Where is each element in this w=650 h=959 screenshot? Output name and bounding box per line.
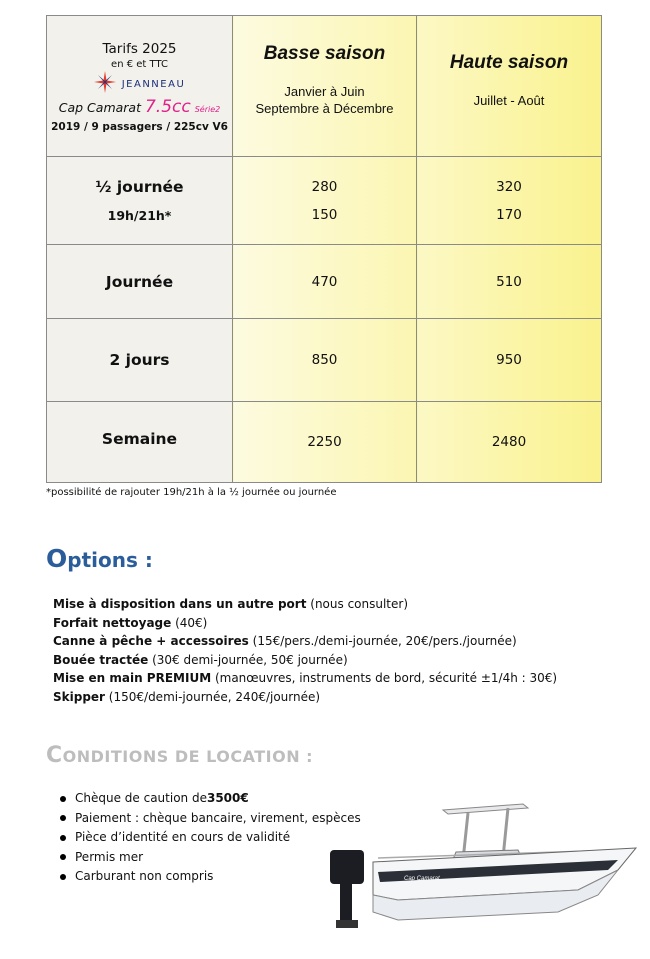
table-row: [47, 319, 602, 402]
model-line: [47, 97, 232, 117]
row-sublabel-soiree: 19h/21h*: [107, 208, 172, 223]
bullet-icon: [60, 874, 66, 880]
option-name: Bouée tractée: [53, 652, 149, 667]
condition-text: Paiement : chèque bancaire, virement, espèces: [75, 810, 361, 825]
boat-specs: 2019 / 9 passagers / 225cv V6: [51, 121, 228, 133]
table-row: [47, 245, 602, 319]
price-cell: 150: [311, 206, 338, 223]
list-item: [53, 669, 557, 688]
model-number: 7.5cc: [144, 97, 191, 117]
basse-saison-period-2: Septembre à Décembre: [255, 101, 394, 116]
option-name: Mise en main PREMIUM: [53, 671, 212, 685]
boat-illustration: [318, 800, 643, 940]
price-cell: 280: [311, 178, 338, 195]
ttc-note: en € et TTC: [111, 59, 168, 70]
basse-saison-period-1: Janvier à Juin: [284, 84, 365, 99]
bullet-icon: [60, 835, 66, 841]
price-cell: 170: [496, 206, 522, 223]
options-title: [46, 544, 153, 573]
list-item: [53, 632, 557, 651]
list-item: [53, 651, 557, 670]
condition-text: Pièce d’identité en cours de validité: [75, 830, 291, 844]
bullet-icon: [60, 815, 66, 821]
row-label-demi-journee: ½ journée: [95, 178, 184, 196]
footnote: *possibilité de rajouter 19h/21h à la ½ journée ou journée: [46, 487, 337, 498]
price-table: [46, 15, 602, 483]
brand-logo-text: JEANNEAU: [121, 78, 186, 90]
jeanneau-star-logo: [94, 71, 116, 97]
price-cell: 2480: [491, 434, 527, 450]
option-detail: (150€/demi-journée, 240€/journée): [104, 689, 321, 704]
list-item: [60, 867, 361, 887]
haute-saison-header: [417, 16, 602, 157]
bullet-icon: [60, 854, 66, 860]
condition-bold: 3500€: [206, 791, 249, 805]
table-row: [47, 157, 602, 245]
conditions-title-rest: ONDITIONS DE LOCATION :: [62, 747, 314, 766]
table-row: [47, 402, 602, 483]
list-item: [60, 828, 361, 848]
option-detail: (manœuvres, instruments de bord, sécurité ±1/4h : 30€): [211, 671, 558, 685]
option-name: Skipper: [53, 689, 105, 704]
list-item: [53, 614, 557, 633]
price-cell: 510: [496, 273, 522, 290]
condition-text: Carburant non compris: [75, 869, 214, 883]
price-cell: 470: [311, 273, 338, 290]
tarifs-title: Tarifs 2025: [102, 41, 177, 57]
list-item: [53, 688, 557, 707]
basse-saison-header: [233, 16, 417, 157]
model-name: Cap Camarat: [58, 100, 141, 115]
list-item: [60, 848, 361, 868]
hull-label: Cap Camarat: [404, 876, 440, 882]
price-cell: 320: [496, 178, 522, 195]
price-cell: 950: [496, 352, 522, 368]
option-detail: (30€ demi-journée, 50€ journée): [148, 652, 348, 667]
header-cell: [47, 16, 233, 157]
option-name: Forfait nettoyage: [53, 615, 172, 630]
model-serie: Série2: [194, 105, 221, 114]
row-label-semaine: Semaine: [101, 430, 178, 448]
options-list: [53, 595, 557, 706]
basse-saison-title: Basse saison: [263, 43, 386, 64]
option-detail: (40€): [171, 615, 208, 630]
row-label-journee: Journée: [105, 272, 174, 291]
price-cell: 850: [311, 352, 338, 368]
conditions-title-initial: C: [46, 743, 63, 768]
haute-saison-period-1: Juillet - Août: [473, 92, 545, 108]
haute-saison-title: Haute saison: [449, 51, 569, 73]
option-name: Canne à pêche + accessoires: [53, 634, 249, 648]
list-item: [60, 789, 361, 809]
price-cell: 2250: [307, 434, 342, 450]
option-detail: (15€/pers./demi-journée, 20€/pers./journée): [248, 634, 517, 648]
conditions-title: [46, 743, 313, 768]
list-item: [60, 809, 361, 829]
options-title-initial: O: [46, 544, 68, 573]
option-name: Mise à disposition dans un autre port: [53, 597, 307, 611]
condition-text: Permis mer: [75, 849, 144, 864]
options-title-rest: ptions :: [67, 548, 153, 572]
list-item: [53, 595, 557, 614]
bullet-icon: [60, 796, 66, 802]
row-label-2-jours: 2 jours: [109, 351, 170, 369]
condition-text: Chèque de caution de: [75, 791, 207, 805]
option-detail: (nous consulter): [306, 597, 409, 611]
conditions-list: [60, 789, 361, 887]
